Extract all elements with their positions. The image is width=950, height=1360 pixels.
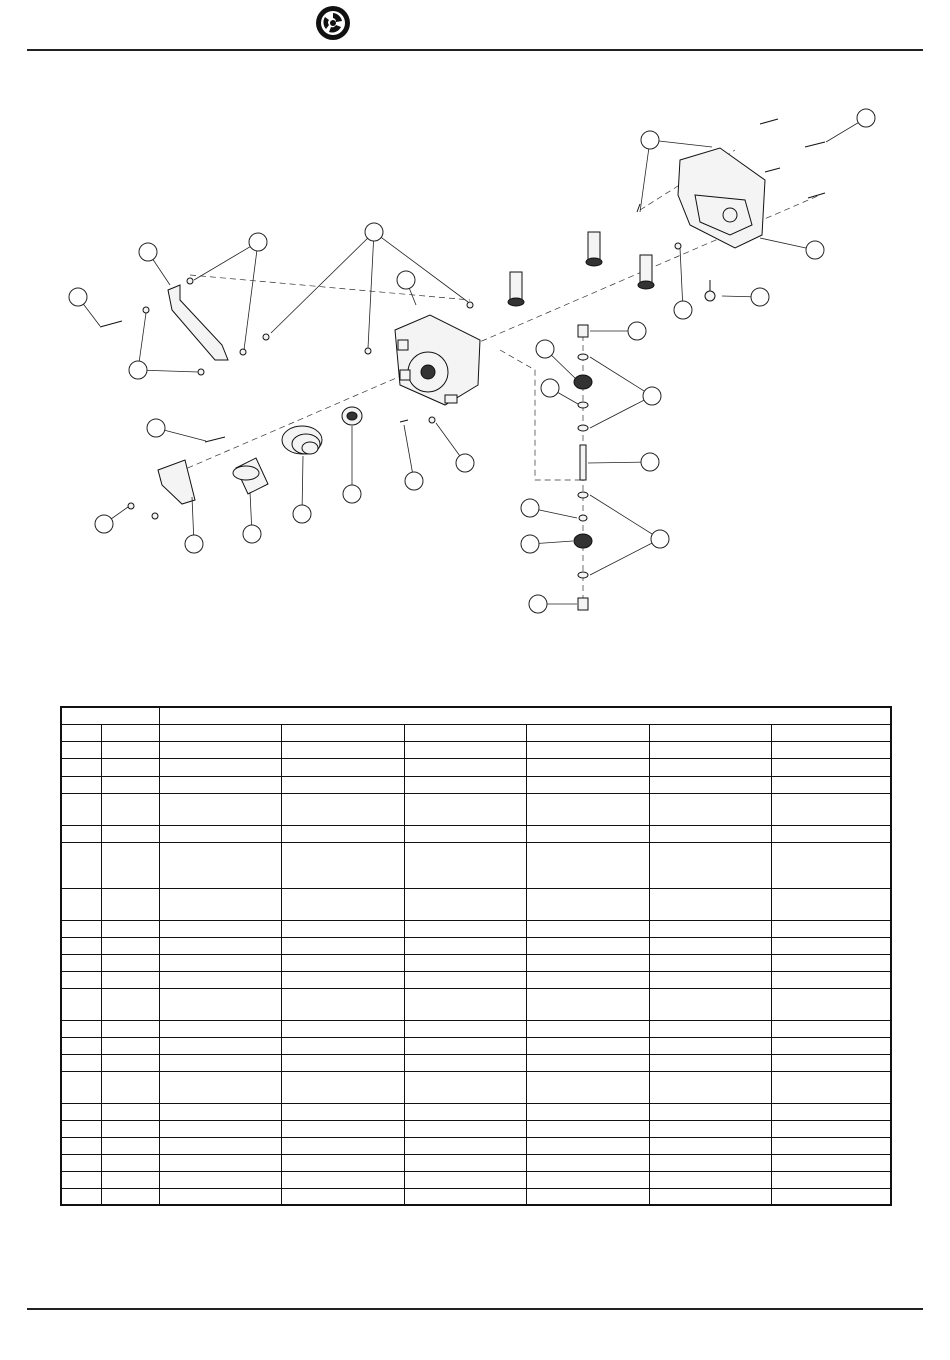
table-cell bbox=[61, 920, 101, 937]
table-row bbox=[61, 724, 891, 741]
table-cell bbox=[101, 920, 159, 937]
table-cell bbox=[159, 724, 281, 741]
table-cell bbox=[159, 1154, 281, 1171]
table-cell bbox=[649, 1020, 771, 1037]
table-cell bbox=[281, 724, 404, 741]
table-cell bbox=[649, 1188, 771, 1205]
end-plate bbox=[158, 460, 195, 504]
table-cell bbox=[526, 971, 649, 988]
table-cell bbox=[649, 937, 771, 954]
table-cell bbox=[101, 793, 159, 825]
table-cell bbox=[159, 920, 281, 937]
table-cell bbox=[159, 1037, 281, 1054]
footer-divider bbox=[27, 1308, 923, 1310]
table-cell bbox=[61, 988, 101, 1020]
table-row bbox=[61, 1171, 891, 1188]
table-cell bbox=[101, 988, 159, 1020]
table-cell bbox=[404, 1120, 526, 1137]
table-cell bbox=[649, 971, 771, 988]
table-cell bbox=[526, 1054, 649, 1071]
table-cell bbox=[771, 1171, 891, 1188]
table-cell bbox=[61, 971, 101, 988]
mounting-bracket bbox=[168, 285, 228, 360]
table-cell bbox=[61, 1120, 101, 1137]
table-cell bbox=[649, 1120, 771, 1137]
table-cell bbox=[526, 1120, 649, 1137]
table-cell bbox=[649, 741, 771, 758]
table-cell bbox=[526, 920, 649, 937]
table-cell bbox=[526, 793, 649, 825]
company-logo-icon bbox=[314, 4, 352, 42]
table-cell bbox=[404, 724, 526, 741]
table-cell bbox=[159, 758, 281, 776]
table-row bbox=[61, 758, 891, 776]
table-cell bbox=[526, 888, 649, 920]
table-cell bbox=[61, 776, 101, 793]
table-cell bbox=[404, 758, 526, 776]
table-cell bbox=[101, 1171, 159, 1188]
table-cell bbox=[281, 888, 404, 920]
table-cell bbox=[404, 1171, 526, 1188]
table-cell bbox=[771, 888, 891, 920]
table-cell bbox=[649, 988, 771, 1020]
table-row bbox=[61, 776, 891, 793]
table-cell bbox=[526, 842, 649, 888]
table-cell bbox=[771, 1054, 891, 1071]
table-row bbox=[61, 1188, 891, 1205]
table-cell bbox=[526, 954, 649, 971]
table-cell bbox=[526, 1020, 649, 1037]
table-cell bbox=[404, 842, 526, 888]
table-cell bbox=[281, 842, 404, 888]
table-cell bbox=[526, 1071, 649, 1103]
table-cell bbox=[159, 1103, 281, 1120]
table-cell bbox=[101, 825, 159, 842]
table-cell bbox=[649, 724, 771, 741]
table-row bbox=[61, 971, 891, 988]
table-cell bbox=[101, 724, 159, 741]
table-cell bbox=[281, 825, 404, 842]
table-cell bbox=[281, 741, 404, 758]
spring bbox=[282, 426, 322, 454]
table-cell bbox=[159, 937, 281, 954]
table-cell bbox=[404, 988, 526, 1020]
table-cell bbox=[159, 1071, 281, 1103]
table-cell bbox=[404, 1020, 526, 1037]
table-row bbox=[61, 1020, 891, 1037]
parts-table-body bbox=[61, 707, 891, 1205]
table-cell bbox=[771, 954, 891, 971]
table-cell bbox=[404, 1037, 526, 1054]
table-cell bbox=[61, 793, 101, 825]
gear-housing bbox=[395, 315, 480, 405]
table-cell bbox=[404, 776, 526, 793]
table-cell bbox=[281, 988, 404, 1020]
table-cell bbox=[159, 888, 281, 920]
page-header bbox=[0, 0, 950, 56]
table-row bbox=[61, 741, 891, 758]
table-cell bbox=[101, 1188, 159, 1205]
table-cell bbox=[649, 758, 771, 776]
table-cell bbox=[771, 988, 891, 1020]
parts-list-table bbox=[60, 706, 892, 1206]
table-cell bbox=[771, 920, 891, 937]
table-cell bbox=[61, 1037, 101, 1054]
table-header-row bbox=[61, 707, 891, 724]
table-cell bbox=[771, 1071, 891, 1103]
table-cell bbox=[159, 1120, 281, 1137]
table-cell bbox=[404, 971, 526, 988]
table-cell bbox=[159, 1137, 281, 1154]
table-cell bbox=[281, 793, 404, 825]
table-cell bbox=[771, 1103, 891, 1120]
table-cell bbox=[649, 954, 771, 971]
table-cell bbox=[61, 724, 101, 741]
table-cell bbox=[61, 937, 101, 954]
table-row bbox=[61, 1037, 891, 1054]
table-cell bbox=[526, 758, 649, 776]
table-cell bbox=[159, 776, 281, 793]
table-cell bbox=[159, 988, 281, 1020]
table-cell bbox=[526, 741, 649, 758]
table-cell bbox=[771, 1037, 891, 1054]
table-cell bbox=[101, 1020, 159, 1037]
table-cell bbox=[771, 1020, 891, 1037]
table-cell bbox=[649, 825, 771, 842]
table-cell bbox=[101, 1054, 159, 1071]
table-cell bbox=[159, 825, 281, 842]
table-cell bbox=[61, 1020, 101, 1037]
table-cell bbox=[771, 1188, 891, 1205]
table-cell bbox=[101, 741, 159, 758]
table-cell bbox=[404, 1103, 526, 1120]
table-cell bbox=[404, 793, 526, 825]
table-header-cell bbox=[61, 707, 159, 724]
table-cell bbox=[526, 937, 649, 954]
table-cell bbox=[526, 1037, 649, 1054]
table-cell bbox=[159, 954, 281, 971]
table-cell bbox=[526, 988, 649, 1020]
table-cell bbox=[281, 937, 404, 954]
table-cell bbox=[281, 1103, 404, 1120]
table-row bbox=[61, 825, 891, 842]
table-cell bbox=[61, 741, 101, 758]
table-cell bbox=[61, 842, 101, 888]
table-cell bbox=[771, 758, 891, 776]
table-cell bbox=[61, 1103, 101, 1120]
table-cell bbox=[61, 888, 101, 920]
table-cell bbox=[404, 1188, 526, 1205]
table-cell bbox=[61, 1171, 101, 1188]
table-row bbox=[61, 793, 891, 825]
bushing bbox=[233, 458, 268, 494]
oil-seal bbox=[342, 407, 362, 425]
header-divider bbox=[27, 49, 923, 51]
table-cell bbox=[649, 1037, 771, 1054]
table-cell bbox=[101, 1103, 159, 1120]
table-cell bbox=[404, 1154, 526, 1171]
table-cell bbox=[101, 971, 159, 988]
table-cell bbox=[404, 920, 526, 937]
table-row bbox=[61, 1120, 891, 1137]
table-cell bbox=[159, 1020, 281, 1037]
table-cell bbox=[101, 1120, 159, 1137]
table-cell bbox=[404, 1137, 526, 1154]
table-cell bbox=[526, 776, 649, 793]
table-cell bbox=[281, 1071, 404, 1103]
table-cell bbox=[404, 888, 526, 920]
table-cell bbox=[61, 1154, 101, 1171]
table-cell bbox=[771, 842, 891, 888]
table-cell bbox=[101, 937, 159, 954]
table-cell bbox=[101, 1137, 159, 1154]
table-row bbox=[61, 1054, 891, 1071]
table-cell bbox=[101, 1154, 159, 1171]
exploded-view-diagram bbox=[0, 95, 950, 630]
table-cell bbox=[771, 971, 891, 988]
table-cell bbox=[649, 842, 771, 888]
table-cell bbox=[61, 1071, 101, 1103]
table-cell bbox=[404, 1054, 526, 1071]
table-cell bbox=[771, 793, 891, 825]
table-cell bbox=[771, 724, 891, 741]
table-row bbox=[61, 1154, 891, 1171]
table-cell bbox=[649, 1054, 771, 1071]
table-cell bbox=[771, 1154, 891, 1171]
table-cell bbox=[771, 1137, 891, 1154]
table-cell bbox=[526, 724, 649, 741]
table-row bbox=[61, 937, 891, 954]
table-row bbox=[61, 954, 891, 971]
table-row bbox=[61, 1137, 891, 1154]
table-cell bbox=[101, 758, 159, 776]
table-cell bbox=[159, 793, 281, 825]
table-cell bbox=[61, 1054, 101, 1071]
table-cell bbox=[404, 954, 526, 971]
table-cell bbox=[771, 776, 891, 793]
table-cell bbox=[771, 741, 891, 758]
table-row bbox=[61, 842, 891, 888]
table-cell bbox=[649, 793, 771, 825]
table-cell bbox=[649, 1071, 771, 1103]
table-cell bbox=[281, 1154, 404, 1171]
table-cell bbox=[526, 1137, 649, 1154]
table-cell bbox=[649, 1103, 771, 1120]
table-cell bbox=[101, 888, 159, 920]
table-cell bbox=[649, 776, 771, 793]
table-cell bbox=[526, 825, 649, 842]
table-cell bbox=[526, 1188, 649, 1205]
end-cover-housing bbox=[678, 148, 765, 248]
table-cell bbox=[281, 1120, 404, 1137]
table-cell bbox=[281, 758, 404, 776]
table-cell bbox=[771, 825, 891, 842]
table-row bbox=[61, 988, 891, 1020]
table-cell bbox=[159, 741, 281, 758]
table-cell bbox=[771, 937, 891, 954]
table-cell bbox=[526, 1171, 649, 1188]
table-cell bbox=[649, 888, 771, 920]
rollers bbox=[508, 232, 654, 306]
table-cell bbox=[404, 937, 526, 954]
table-cell bbox=[101, 842, 159, 888]
table-cell bbox=[771, 1120, 891, 1137]
table-cell bbox=[281, 776, 404, 793]
table-cell bbox=[101, 1037, 159, 1054]
table-cell bbox=[649, 920, 771, 937]
table-cell bbox=[281, 1020, 404, 1037]
table-cell bbox=[159, 1171, 281, 1188]
table-cell bbox=[649, 1137, 771, 1154]
table-row bbox=[61, 888, 891, 920]
table-cell bbox=[404, 741, 526, 758]
table-cell bbox=[404, 825, 526, 842]
table-cell bbox=[281, 1171, 404, 1188]
table-cell bbox=[649, 1154, 771, 1171]
table-cell bbox=[61, 825, 101, 842]
table-cell bbox=[281, 954, 404, 971]
table-cell bbox=[61, 1137, 101, 1154]
table-cell bbox=[526, 1103, 649, 1120]
table-row bbox=[61, 920, 891, 937]
table-cell bbox=[649, 1171, 771, 1188]
table-cell bbox=[281, 1137, 404, 1154]
table-cell bbox=[101, 954, 159, 971]
table-row bbox=[61, 1103, 891, 1120]
table-cell bbox=[61, 1188, 101, 1205]
table-header-cell bbox=[159, 707, 891, 724]
table-cell bbox=[101, 776, 159, 793]
table-cell bbox=[159, 971, 281, 988]
table-row bbox=[61, 1071, 891, 1103]
table-cell bbox=[61, 758, 101, 776]
table-cell bbox=[281, 920, 404, 937]
table-cell bbox=[159, 1054, 281, 1071]
table-cell bbox=[61, 954, 101, 971]
table-cell bbox=[404, 1071, 526, 1103]
table-cell bbox=[526, 1154, 649, 1171]
table-cell bbox=[281, 1054, 404, 1071]
table-cell bbox=[159, 1188, 281, 1205]
table-cell bbox=[159, 842, 281, 888]
table-cell bbox=[281, 1037, 404, 1054]
table-cell bbox=[281, 1188, 404, 1205]
table-cell bbox=[101, 1071, 159, 1103]
table-cell bbox=[281, 971, 404, 988]
